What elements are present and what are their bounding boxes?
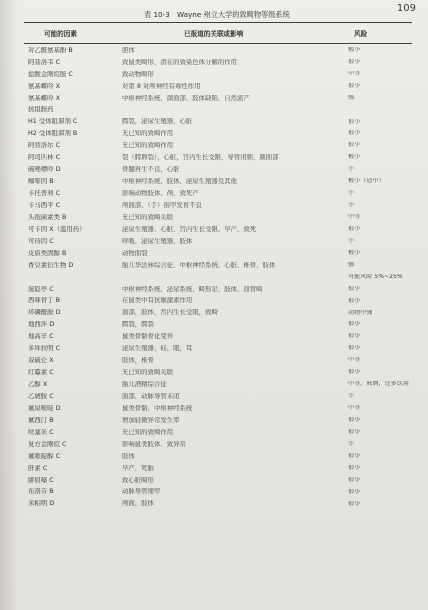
risk-cell: 中等 bbox=[348, 70, 361, 77]
agent-cell: 盐酸金刚烷胺 C bbox=[28, 70, 73, 78]
risk-cell: 小 bbox=[348, 202, 355, 209]
table-row bbox=[24, 498, 412, 510]
effect-cell: 无已知的致畸作用 bbox=[122, 130, 174, 137]
agent-cell: 咖啡因 B bbox=[28, 178, 54, 185]
table-row bbox=[24, 223, 412, 235]
risk-cell: 中等 bbox=[348, 357, 361, 364]
table-row bbox=[24, 450, 412, 462]
effect-cell: 肢体 bbox=[122, 452, 135, 460]
effect-cell: 在鼠类中有抗雄激素作用 bbox=[122, 297, 193, 304]
table-row bbox=[24, 342, 412, 354]
risk-cell: 很小 bbox=[348, 345, 361, 352]
effect-cell: 肢体，椎骨 bbox=[122, 357, 154, 364]
agent-cell: 双硫仑 X bbox=[28, 357, 54, 364]
risk-cell: 很小 bbox=[348, 333, 361, 340]
agent-cell: 氟西汀 B bbox=[28, 416, 54, 424]
risk-cell: 很小 bbox=[348, 428, 361, 435]
effect-cell: 面部，动脉导管未闭 bbox=[122, 392, 180, 400]
table-row bbox=[24, 319, 412, 331]
effect-cell: 无已知的致畸关联 bbox=[122, 213, 174, 221]
table-title: 表 10-3 Wayne 州立大学的致畸物等级系统 bbox=[144, 10, 290, 19]
effect-cell: 颅面部，（手）指甲发育不良 bbox=[122, 201, 202, 209]
risk-cell: 小 bbox=[348, 190, 355, 197]
risk-cell: 很小 bbox=[348, 130, 361, 137]
agent-cell: 抗组胺药 bbox=[28, 106, 54, 113]
header-agent: 可能的因素 bbox=[44, 30, 77, 38]
risk-cell: 很小 bbox=[348, 452, 361, 459]
agent-cell: 阿司匹林 C bbox=[28, 154, 61, 161]
effect-cell: 胆体 bbox=[122, 46, 135, 54]
agent-cell: 可卡因 X（滥用药） bbox=[28, 225, 86, 233]
agent-cell: 氟哌啶醇 C bbox=[28, 452, 61, 460]
table-row bbox=[24, 80, 412, 92]
effect-cell: 裂（腭唇裂），心脏，宫内生长受限，导管闭锁，颜面部 bbox=[122, 154, 279, 161]
table-row bbox=[24, 211, 412, 223]
risk-cell: 小 bbox=[348, 440, 355, 447]
table-row bbox=[24, 56, 412, 68]
agent-cell: 阿昔洛韦 C bbox=[28, 58, 61, 66]
agent-cell: 氨基蝶呤 X bbox=[28, 82, 60, 89]
agent-cell: 溴隐亭 C bbox=[28, 285, 54, 292]
effect-cell: 面部，肢体，宫内生长受限，致畸 bbox=[122, 309, 218, 316]
effect-cell: 颅面，肢体 bbox=[122, 500, 154, 507]
risk-cell: 很小 bbox=[348, 58, 361, 65]
risk-cell: 可能风险 5%~25% bbox=[348, 273, 403, 280]
teratogen-table bbox=[24, 22, 412, 510]
table-row bbox=[24, 307, 412, 319]
agent-cell: 硫唑嘌呤 D bbox=[28, 166, 61, 173]
agent-cell: 米帕明 D bbox=[28, 500, 55, 507]
risk-cell: 小 bbox=[348, 166, 355, 173]
table-row bbox=[24, 163, 412, 175]
effect-cell: 无已知的致畸关联 bbox=[122, 369, 174, 376]
agent-cell: 可待因 C bbox=[28, 237, 54, 245]
risk-cell: 极小 bbox=[348, 46, 361, 53]
effect-cell: 影响动物肢体，颅，致死产 bbox=[122, 190, 199, 197]
risk-cell: 极小 bbox=[348, 249, 361, 256]
table-row bbox=[24, 402, 412, 414]
agent-cell: 阿替洛尔 C bbox=[28, 142, 61, 149]
table-row bbox=[24, 116, 412, 128]
effect-cell: 致心脏畸形 bbox=[122, 476, 154, 483]
risk-cell: 很小 bbox=[348, 82, 361, 89]
agent-cell: 头孢菌素类 B bbox=[28, 213, 67, 221]
risk-cell: 很小 bbox=[348, 142, 361, 149]
effect-cell: 中枢神经系统，颜面部，肢体缺陷，自然流产 bbox=[122, 94, 250, 101]
table-header-row bbox=[24, 23, 412, 43]
risk-cell: 很小 bbox=[348, 488, 361, 495]
agent-cell: H2 受体阻滞剂 B bbox=[28, 130, 78, 137]
table-body bbox=[24, 44, 412, 510]
table-row bbox=[24, 283, 412, 295]
agent-cell: H1 受体阻滞剂 C bbox=[28, 118, 78, 125]
risk-cell: 动物中强 bbox=[348, 309, 373, 316]
effect-cell: 骨髓再生不良，心脏 bbox=[122, 166, 180, 173]
table-row bbox=[24, 295, 412, 307]
effect-cell: 腭裂，泌尿生殖器，心脏 bbox=[122, 118, 193, 125]
agent-cell: 环磷酰胺 D bbox=[28, 309, 61, 316]
effect-cell: 早产，死胎 bbox=[122, 464, 154, 471]
risk-cell: 中等 bbox=[348, 214, 361, 221]
effect-cell: 致鼠类畸形，潜在的致染色体分解的作用 bbox=[122, 58, 238, 66]
table-row bbox=[24, 151, 412, 163]
table-row bbox=[24, 486, 412, 498]
risk-cell: 很小 bbox=[348, 285, 361, 292]
agent-cell: 对乙酰氨基酚 B bbox=[28, 46, 73, 54]
risk-cell: 极小（适中） bbox=[348, 178, 385, 185]
effect-cell: 胎儿酒精综合征 bbox=[122, 381, 167, 388]
binding-shadow bbox=[0, 0, 18, 610]
page-number: 109 bbox=[396, 3, 416, 14]
agent-cell: 地西泮 D bbox=[28, 321, 55, 328]
risk-cell: 很小 bbox=[348, 500, 361, 507]
risk-cell: 中等，戒酒，过多饮用 bbox=[348, 381, 409, 388]
risk-cell: 强 bbox=[348, 261, 355, 268]
effect-cell: 对第 8 对颅神经有毒性作用 bbox=[122, 82, 201, 89]
agent-cell: 卡托普利 C bbox=[28, 190, 61, 197]
table-row bbox=[24, 247, 412, 259]
effect-cell: 增加轻微异常发生率 bbox=[122, 416, 180, 424]
effect-cell: 泌尿生殖器，疝，眼，耳 bbox=[122, 345, 193, 352]
table-row bbox=[24, 474, 412, 486]
effect-cell: 中枢神经系统，泌尿系统，畸形足，肢体，皿管畸 bbox=[122, 285, 263, 292]
effect-cell: 无已知的致畸作用 bbox=[122, 428, 174, 436]
table-row bbox=[24, 414, 412, 426]
agent-cell: 肼屈嗪 C bbox=[28, 476, 54, 483]
agent-cell: 皮质类固醇 B bbox=[28, 249, 67, 257]
table-row bbox=[24, 354, 412, 366]
table-row bbox=[24, 187, 412, 199]
table-row bbox=[24, 438, 412, 450]
effect-cell: 影响鼠类肢体，致异常 bbox=[122, 440, 186, 448]
table-row bbox=[24, 378, 412, 390]
risk-cell: 中等 bbox=[348, 405, 361, 412]
agent-cell: 多库拉明 C bbox=[28, 345, 61, 352]
risk-cell: 极小 bbox=[348, 154, 361, 161]
table-row bbox=[24, 68, 412, 80]
agent-cell: 肝素 C bbox=[28, 464, 48, 471]
risk-cell: 很小 bbox=[348, 118, 361, 125]
effect-cell: 胎儿华法林综合征，中枢神经系统，心脏，椎骨，肢体 bbox=[122, 261, 276, 269]
agent-cell: 呋塞米 C bbox=[28, 428, 54, 436]
table-row bbox=[24, 462, 412, 474]
effect-cell: 泌尿生殖器，心脏，宫内生长受限，早产，致死 bbox=[122, 225, 257, 233]
table-row bbox=[24, 271, 412, 283]
agent-cell: 香豆素衍生物 D bbox=[28, 261, 74, 269]
table-row bbox=[24, 199, 412, 211]
effect-cell: 呼吸，泌尿生殖器，肢体 bbox=[122, 237, 193, 245]
risk-cell: 很小 bbox=[348, 416, 361, 423]
agent-cell: 地高辛 C bbox=[28, 333, 54, 340]
agent-cell: 红霉素 C bbox=[28, 369, 54, 376]
agent-cell: 布洛芬 B bbox=[28, 488, 54, 495]
risk-cell: 很小 bbox=[348, 321, 361, 328]
risk-cell: 强 bbox=[348, 94, 355, 101]
table-row bbox=[24, 44, 412, 56]
table-row bbox=[24, 426, 412, 438]
agent-cell: 乙醇 X bbox=[28, 381, 48, 388]
agent-cell: 乙琥胺 C bbox=[28, 392, 54, 400]
effect-cell: 鼠类骨骼，中枢神经系统 bbox=[122, 404, 193, 412]
table-row bbox=[24, 366, 412, 378]
table-row bbox=[24, 235, 412, 247]
table-row bbox=[24, 128, 412, 140]
agent-cell: 西咪替丁 B bbox=[28, 297, 60, 304]
effect-cell: 腭裂，腭裂 bbox=[122, 321, 154, 328]
header-risk: 风险 bbox=[354, 30, 368, 38]
table-row bbox=[24, 140, 412, 152]
effect-cell: 无已知的致畸作用 bbox=[122, 142, 174, 149]
effect-cell: 动脉导管缩窄 bbox=[122, 488, 161, 495]
effect-cell: 动物面裂 bbox=[122, 249, 148, 257]
agent-cell: 卡马西平 C bbox=[28, 201, 61, 209]
risk-cell: 很小 bbox=[348, 297, 361, 304]
risk-cell: 很小 bbox=[348, 464, 361, 471]
agent-cell: 氨基蝶呤 X bbox=[28, 94, 60, 101]
table-row bbox=[24, 175, 412, 187]
agent-cell: 复方金刚烷 C bbox=[28, 440, 67, 448]
risk-cell: 小 bbox=[348, 393, 355, 400]
effect-cell: 中枢神经系统，肢体，泌尿生殖器及其他 bbox=[122, 178, 238, 185]
risk-cell: 很小 bbox=[348, 225, 361, 232]
table-row bbox=[24, 259, 412, 271]
effect-cell: 鼠类骨骼骨化变异 bbox=[122, 333, 174, 340]
risk-cell: 小 bbox=[348, 237, 355, 244]
table-row bbox=[24, 92, 412, 104]
table-row bbox=[24, 331, 412, 343]
agent-cell: 氟尿嘧啶 D bbox=[28, 404, 61, 412]
effect-cell: 致动物畸形 bbox=[122, 70, 154, 78]
table-row bbox=[24, 104, 412, 116]
table-row bbox=[24, 390, 412, 402]
risk-cell: 很小 bbox=[348, 369, 361, 376]
header-effect: 已报道的关联或影响 bbox=[184, 30, 244, 38]
risk-cell: 很小 bbox=[348, 476, 361, 483]
